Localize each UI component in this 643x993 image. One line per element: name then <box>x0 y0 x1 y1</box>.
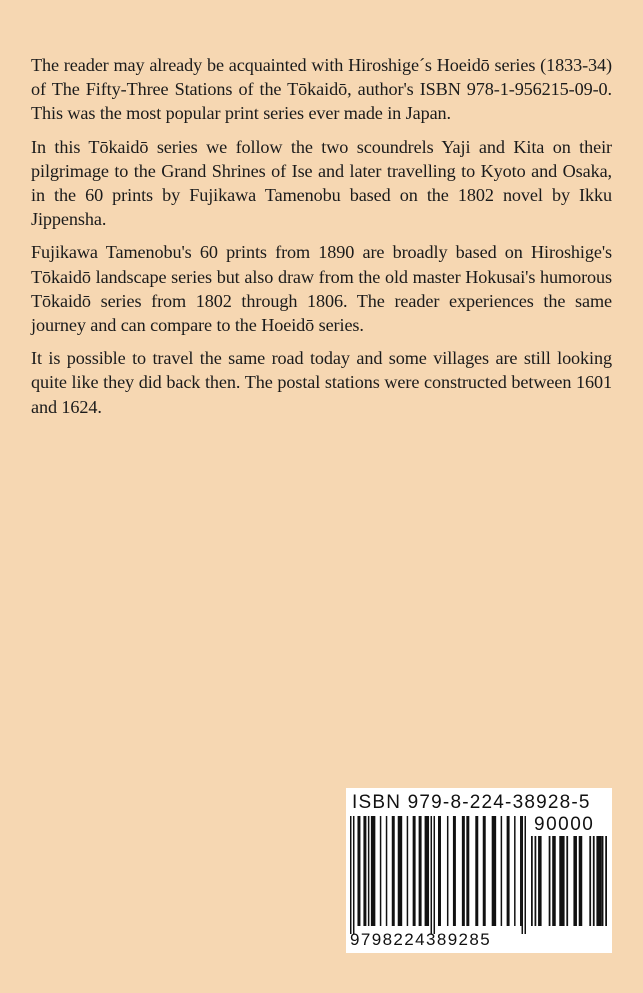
description-paragraph-1: The reader may already be acquainted with Hiroshige´s Hoeidō series (1833-34) of The Fifty-Three Stations of the Tōkaidō, author's ISBN 978-1-956215-09-0. This was the most popular print series ever made in Japan. <box>31 55 612 124</box>
barcode-bar <box>398 816 402 926</box>
isbn-label: ISBN 979-8-224-38928-5 <box>352 792 591 813</box>
barcode-bar <box>353 816 354 934</box>
barcode-digits: 9798224389285 <box>350 930 492 949</box>
barcode-bar <box>549 836 551 926</box>
barcode-bar <box>593 836 595 926</box>
barcode-bar <box>525 816 526 934</box>
barcode-bar <box>386 816 387 926</box>
barcode-bar <box>573 836 577 926</box>
ean13-barcode <box>350 816 526 934</box>
barcode-bar <box>559 836 564 926</box>
description-paragraph-4: It is possible to travel the same road today and some villages are still looking quite like they did back then. The postal stations were constructed between 1601 and 1624. <box>31 348 612 417</box>
barcode-bar <box>538 836 542 926</box>
barcode-bar <box>552 836 556 926</box>
barcode-bar <box>501 816 502 926</box>
barcode-bar <box>605 836 607 926</box>
barcode-bar <box>368 816 369 926</box>
barcode-bar <box>531 836 533 926</box>
addon-barcode <box>531 836 607 934</box>
barcode-bar <box>350 816 351 934</box>
barcode-bar <box>466 816 469 926</box>
barcode-bar <box>380 816 381 926</box>
barcode-bar <box>596 836 601 926</box>
barcode-bar <box>535 836 537 926</box>
barcode-bar <box>520 816 521 926</box>
barcode-bar <box>462 816 465 926</box>
barcode-bar <box>579 836 583 926</box>
barcode-bar <box>522 816 523 934</box>
barcode-bar <box>566 836 568 926</box>
barcode-bar <box>453 816 456 926</box>
price-code: 90000 <box>534 814 595 835</box>
barcode-bar <box>419 816 422 926</box>
barcode-bar <box>392 816 395 926</box>
barcode-bar <box>475 816 478 926</box>
barcode-bar <box>431 816 432 934</box>
barcode-bar <box>425 816 429 926</box>
barcode-bar <box>514 816 515 926</box>
back-cover-description <box>31 53 612 428</box>
barcode-bar <box>363 816 366 926</box>
barcode-bar <box>492 816 496 926</box>
barcode-bar <box>447 816 448 926</box>
description-paragraph-3: Fujikawa Tamenobu's 60 prints from 1890 are broadly based on Hiroshige's Tōkaidō landscape series but also draw from the old master Hokusai's humorous Tōkaidō series from 1802 through 1806. The reader experiences the same journey and can compare to the Hoeidō series. <box>31 242 612 336</box>
barcode-bar <box>357 816 360 926</box>
barcode-bar <box>413 816 416 926</box>
barcode-bar <box>371 816 375 926</box>
barcode-bar <box>602 836 604 926</box>
isbn-barcode-box <box>346 788 612 953</box>
barcode-bar <box>507 816 510 926</box>
barcode-bar <box>434 816 435 934</box>
barcode-bar <box>589 836 591 926</box>
description-paragraph-2: In this Tōkaidō series we follow the two scoundrels Yaji and Kita on their pilgrimage to the Grand Shrines of Ise and later travelling to Kyoto and Osaka, in the 60 prints by Fujikawa Tamenobu based on the 1802 novel by Ikku Jippensha. <box>31 136 612 230</box>
barcode-bar <box>407 816 408 926</box>
barcode-bar <box>483 816 486 926</box>
barcode-bar <box>438 816 441 926</box>
